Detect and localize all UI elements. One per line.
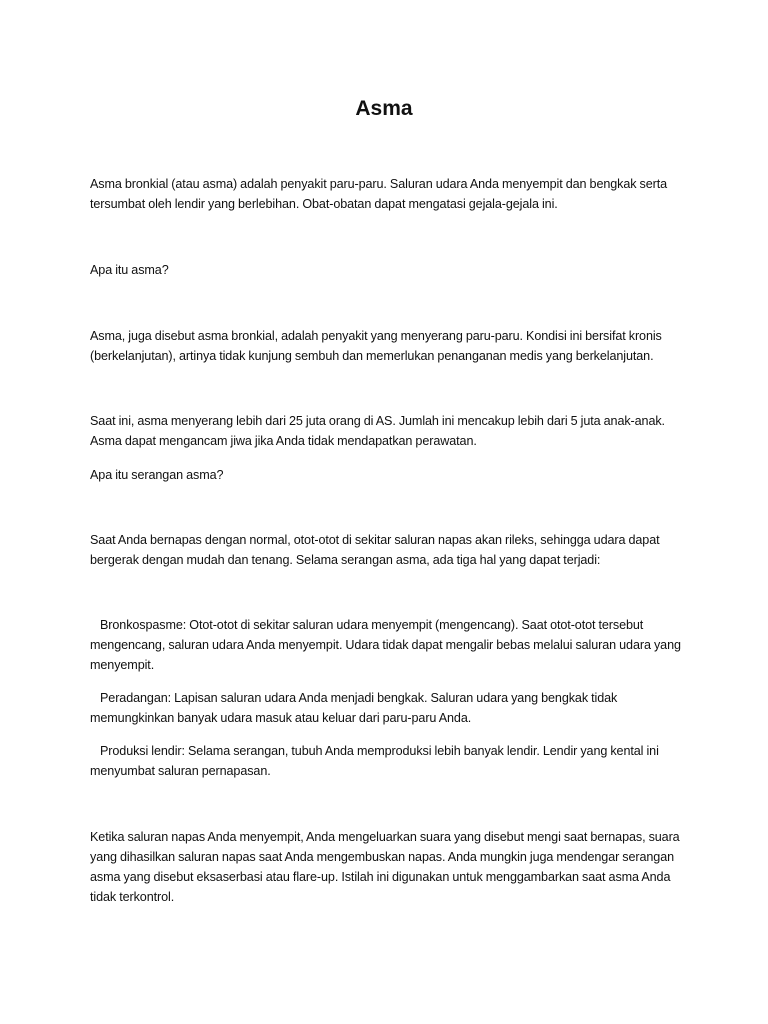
definition-paragraph: Asma, juga disebut asma bronkial, adalah penyakit yang menyerang paru-paru. Kondisi ini bersifat kronis (berkelanjutan), artinya tidak kunjung sembuh dan memerlukan penanganan medis yang berkelanjutan. — [90, 329, 662, 363]
list-item-mucus-production: Produksi lendir: Selama serangan, tubuh Anda memproduksi lebih banyak lendir. Lendir yang kental ini menyumbat saluran pernapasan. — [90, 744, 659, 778]
document-title: Asma — [355, 97, 413, 120]
statistics-paragraph: Saat ini, asma menyerang lebih dari 25 juta orang di AS. Jumlah ini mencakup lebih dari 5 juta anak-anak. Asma dapat mengancam jiwa jika Anda tidak mendapatkan perawatan. — [90, 414, 665, 448]
intro-paragraph: Asma bronkial (atau asma) adalah penyakit paru-paru. Saluran udara Anda menyempit dan bengkak serta tersumbat oleh lendir yang berlebihan. Obat-obatan dapat mengatasi gejala-gejala ini. — [90, 177, 668, 211]
section-heading-what-is-asthma: Apa itu asma? — [90, 263, 169, 277]
list-item-inflammation: Peradangan: Lapisan saluran udara Anda menjadi bengkak. Saluran udara yang bengkak tidak memungkinkan banyak udara masuk atau keluar dari paru-paru Anda. — [90, 691, 618, 725]
attack-intro-paragraph: Saat Anda bernapas dengan normal, otot-otot di sekitar saluran napas akan rileks, sehingga udara dapat bergerak dengan mudah dan tenang. Selama serangan asma, ada tiga hal yang dapat terjadi: — [90, 533, 660, 567]
section-heading-asthma-attack: Apa itu serangan asma? — [90, 468, 224, 482]
list-item-bronchospasm: Bronkospasme: Otot-otot di sekitar saluran udara menyempit (mengencang). Saat otot-otot tersebut mengencang, saluran udara Anda menyempit. Udara tidak dapat mengalir bebas melalui saluran udara yang menyempit. — [90, 618, 681, 672]
closing-paragraph: Ketika saluran napas Anda menyempit, Anda mengeluarkan suara yang disebut mengi saat bernapas, suara yang dihasilkan saluran napas saat Anda mengembuskan napas. Anda mungkin juga mendengar serangan asma yang disebut eksaserbasi atau flare-up. Istilah ini digunakan untuk menggambarkan saat asma Anda tidak terkontrol. — [90, 830, 680, 904]
